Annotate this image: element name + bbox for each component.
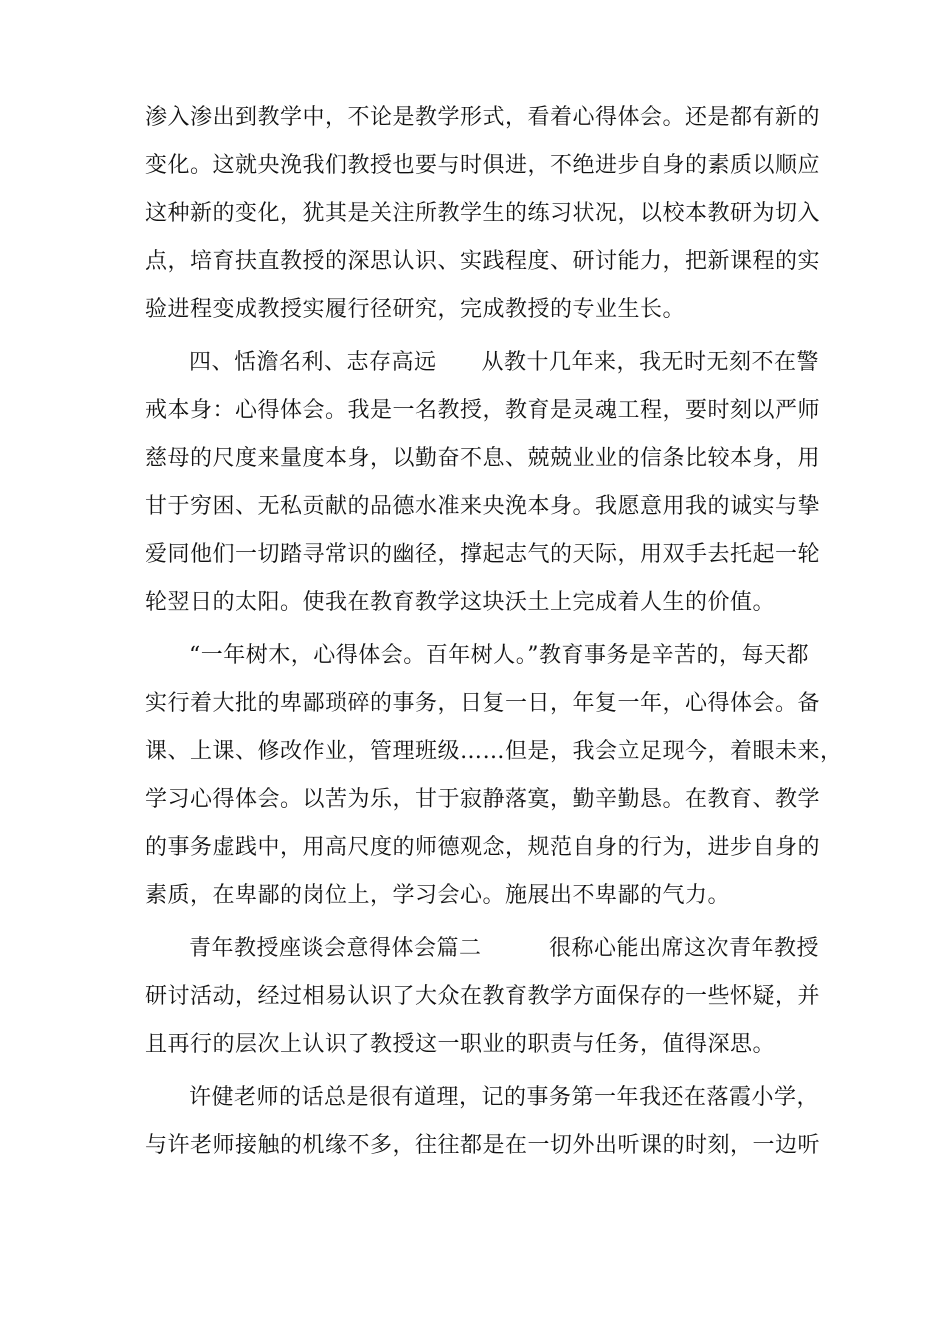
text-line: 的事务虚践中，用高尺度的师德观念，规范自身的行为，进步自身的 — [145, 835, 821, 860]
text-line: 变化。这就央浼我们教授也要与时俱进，不绝进步自身的素质以顺应 — [145, 153, 821, 178]
paragraph-start-line: 许健老师的话总是很有道理，记的事务第一年我还在落霞小学， — [189, 1085, 820, 1110]
text-line: 轮翌日的太阳。使我在教育教学这块沃土上完成着人生的价值。 — [145, 590, 776, 615]
text-line: 素质，在卑鄙的岗位上，学习会心。施展出不卑鄙的气力。 — [145, 883, 731, 908]
text-line: 渗入渗出到教学中，不论是教学形式，看着心得体会。还是都有新的 — [145, 105, 821, 130]
section-heading-line: 四、恬澹名利、志存高远 从教十几年来，我无时无刻不在警 — [189, 350, 820, 375]
text-line: 戒本身：心得体会。我是一名教授，教育是灵魂工程，要时刻以严师 — [145, 398, 821, 423]
text-line: 与许老师接触的机缘不多，往往都是在一切外出听课的时刻，一边听 — [145, 1133, 821, 1158]
text-line: 点，培育扶直教授的深思认识、实践程度、研讨能力，把新课程的实 — [145, 249, 821, 274]
section-heading-line: 青年教授座谈会意得体会篇二 很称心能出席这次青年教授 — [189, 936, 820, 961]
text-line: 且再行的层次上认识了教授这一职业的职责与任务，值得深思。 — [145, 1032, 776, 1057]
text-line: 学习心得体会。以苦为乐，甘于寂静落寞，勤辛勤恳。在教育、教学 — [145, 787, 821, 812]
text-line: 慈母的尺度来量度本身，以勤奋不息、兢兢业业的信条比较本身，用 — [145, 446, 821, 471]
text-line: 研讨活动，经过相易认识了大众在教育教学方面保存的一些怀疑，并 — [145, 984, 821, 1009]
text-line: 这种新的变化，犹其是关注所教学生的练习状况，以校本教研为切入 — [145, 201, 821, 226]
text-line: 爱同他们一切踏寻常识的幽径，撑起志气的天际，用双手去托起一轮 — [145, 542, 821, 567]
text-line: 甘于穷困、无私贡献的品德水准来央浼本身。我愿意用我的诚实与挚 — [145, 494, 821, 519]
text-line: 课、上课、修改作业，管理班级……但是，我会立足现今，着眼未来， — [145, 739, 843, 764]
document-body — [145, 94, 843, 1170]
paragraph-start-line: “一年树木，心得体会。百年树人。”教育事务是辛苦的，每天都 — [189, 643, 809, 668]
text-line: 验进程变成教授实履行径研究，完成教授的专业生长。 — [145, 297, 686, 322]
text-line: 实行着大批的卑鄙琐碎的事务，日复一日，年复一年，心得体会。备 — [145, 691, 821, 716]
